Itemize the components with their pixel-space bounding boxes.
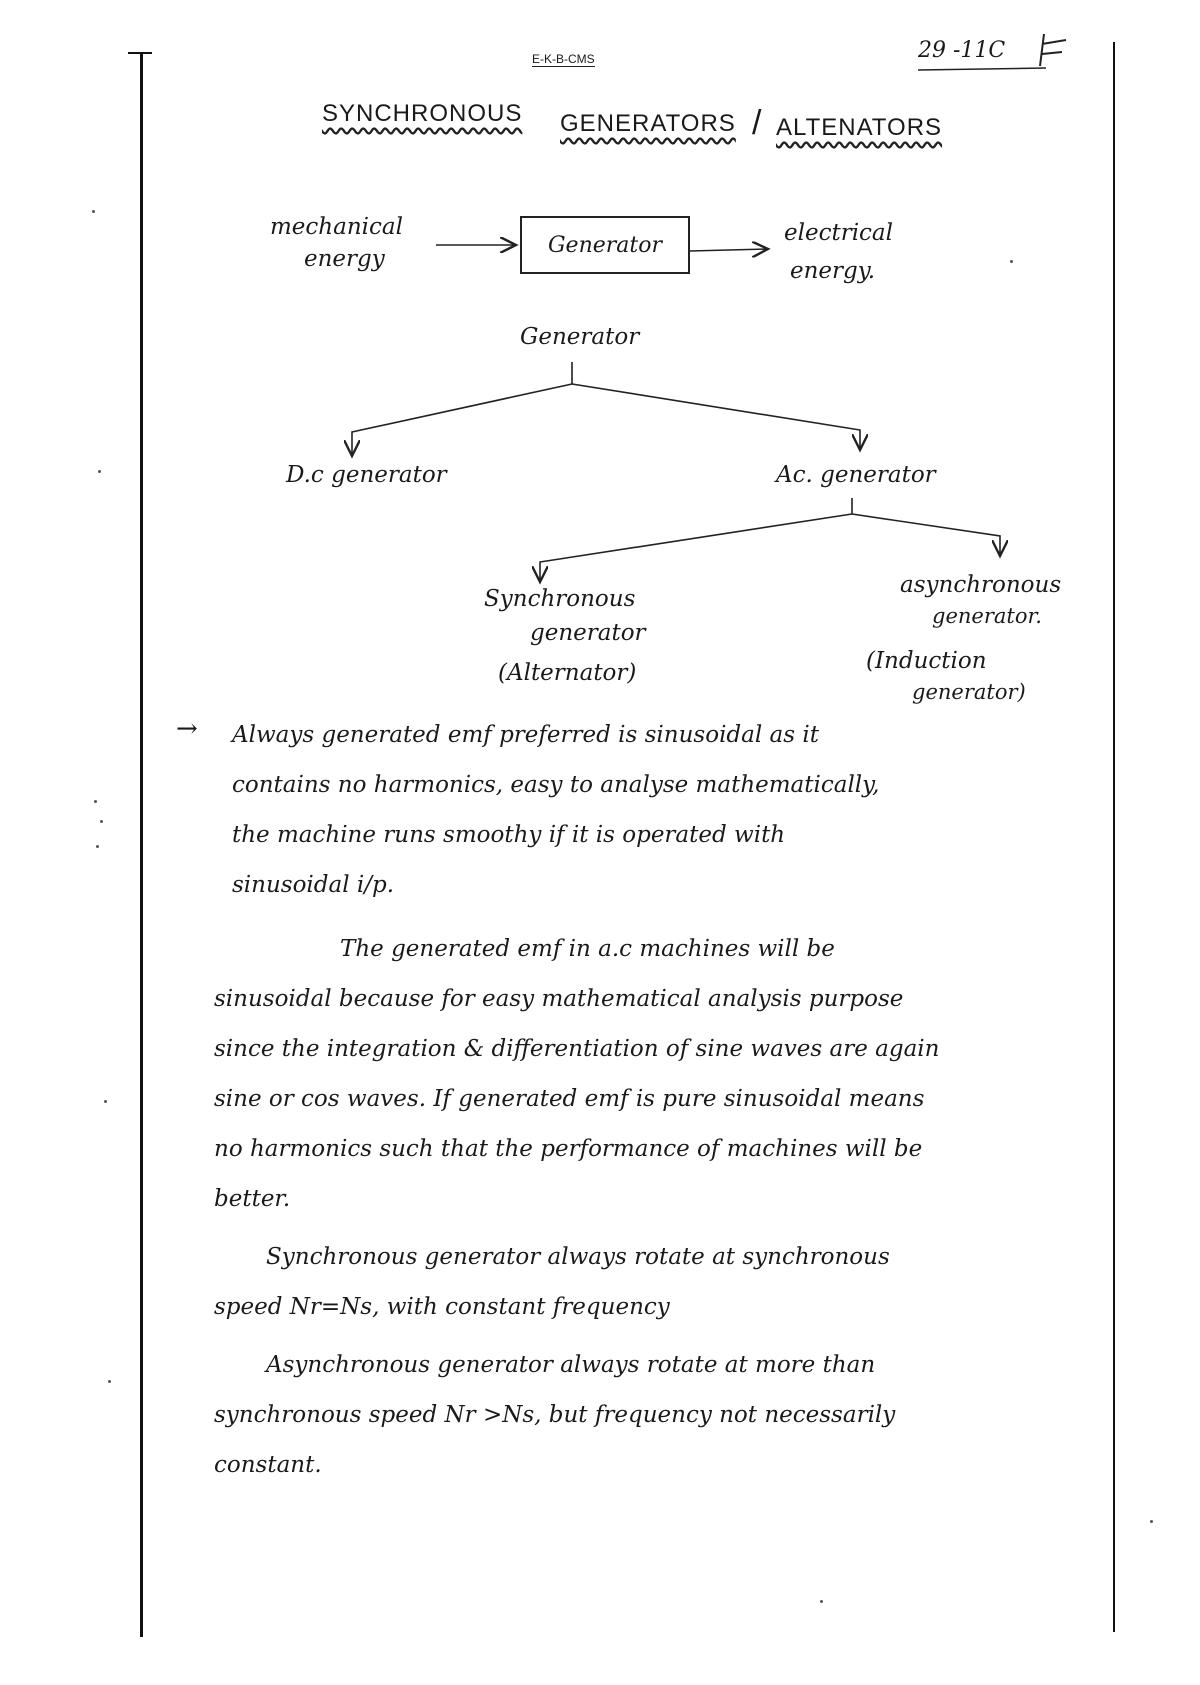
- paragraph-asynchronous-line-1: Asynchronous generator always rotate at more than: [266, 1352, 876, 1378]
- tree-root-generator: Generator: [520, 324, 640, 350]
- scan-speck: [94, 800, 97, 803]
- tree-synchronous-line1: Synchronous: [484, 586, 636, 612]
- tree-branch-dc: [352, 384, 572, 456]
- tree-asynchronous-line1: asynchronous: [900, 572, 1062, 598]
- bullet-line-2: contains no harmonics, easy to analyse mathematically,: [232, 772, 880, 798]
- tree-dc-generator: D.c generator: [286, 462, 447, 488]
- page-title-generators: GENERATORS: [560, 110, 736, 137]
- scan-speck: [96, 845, 99, 848]
- tree-asynchronous-line4: generator): [912, 680, 1026, 704]
- paragraph-synchronous-line-1: Synchronous generator always rotate at synchronous: [266, 1244, 890, 1270]
- output-arrow: [690, 249, 768, 251]
- paragraph-asynchronous: [214, 1340, 1094, 1490]
- input-label-line2: energy: [304, 246, 385, 272]
- page-title-separator: /: [752, 104, 763, 142]
- paragraph-asynchronous-line-3: constant.: [214, 1452, 322, 1478]
- bullet-line-3: the machine runs smoothy if it is operated with: [232, 822, 786, 848]
- scan-speck: [820, 1600, 823, 1603]
- paragraph-emf-line-1: The generated emf in a.c machines will be: [340, 936, 835, 962]
- paragraph-emf: [214, 924, 1094, 1224]
- page-reference: 29 -11C: [918, 38, 1006, 63]
- tree-branch-synchronous: [540, 514, 852, 582]
- paragraph-emf-line-3: since the integration & differentiation of sine waves are again: [214, 1036, 940, 1062]
- generator-box-label: Generator: [547, 232, 663, 258]
- tree-branch-asynchronous: [852, 514, 1000, 556]
- paragraph-synchronous-line-2: speed Nr=Ns, with constant frequency: [214, 1294, 670, 1320]
- page-title-synchronous: SYNCHRONOUS: [322, 100, 523, 127]
- diagram-connectors: [0, 0, 1200, 760]
- scan-speck: [92, 210, 95, 213]
- tree-asynchronous-line3: (Induction: [866, 648, 987, 674]
- scan-speck: [1010, 260, 1013, 263]
- tree-asynchronous-line2: generator.: [932, 604, 1042, 628]
- bullet-line-1: Always generated emf preferred is sinusoidal as it: [232, 722, 819, 748]
- paragraph-asynchronous-line-2: synchronous speed Nr >Ns, but frequency not necessarily: [214, 1402, 896, 1428]
- tree-ac-generator: Ac. generator: [776, 462, 936, 488]
- tree-synchronous-line2: generator: [530, 620, 646, 646]
- scan-speck: [108, 1380, 111, 1383]
- output-label-line1: electrical: [784, 220, 894, 246]
- output-label-line2: energy.: [790, 258, 876, 284]
- paragraph-emf-line-6: better.: [214, 1186, 291, 1212]
- bullet-arrow-icon: →: [176, 714, 198, 744]
- header-code: E-K-B-CMS: [532, 52, 595, 66]
- scan-speck: [100, 820, 103, 823]
- tree-branch-ac: [572, 384, 860, 450]
- tree-synchronous-line3: (Alternator): [498, 660, 637, 686]
- input-label-line1: mechanical: [270, 214, 403, 240]
- scan-speck: [98, 470, 101, 473]
- page-title-alternators: ALTENATORS: [776, 114, 943, 141]
- paragraph-emf-line-4: sine or cos waves. If generated emf is pure sinusoidal means: [214, 1086, 925, 1112]
- paragraph-emf-line-5: no harmonics such that the performance of machines will be: [214, 1136, 923, 1162]
- paragraph-synchronous: [214, 1232, 1094, 1332]
- scan-speck: [1150, 1520, 1153, 1523]
- bullet-paragraph: [232, 710, 1072, 910]
- bullet-line-4: sinusoidal i/p.: [232, 872, 395, 898]
- scan-speck: [104, 1100, 107, 1103]
- paragraph-emf-line-2: sinusoidal because for easy mathematical analysis purpose: [214, 986, 904, 1012]
